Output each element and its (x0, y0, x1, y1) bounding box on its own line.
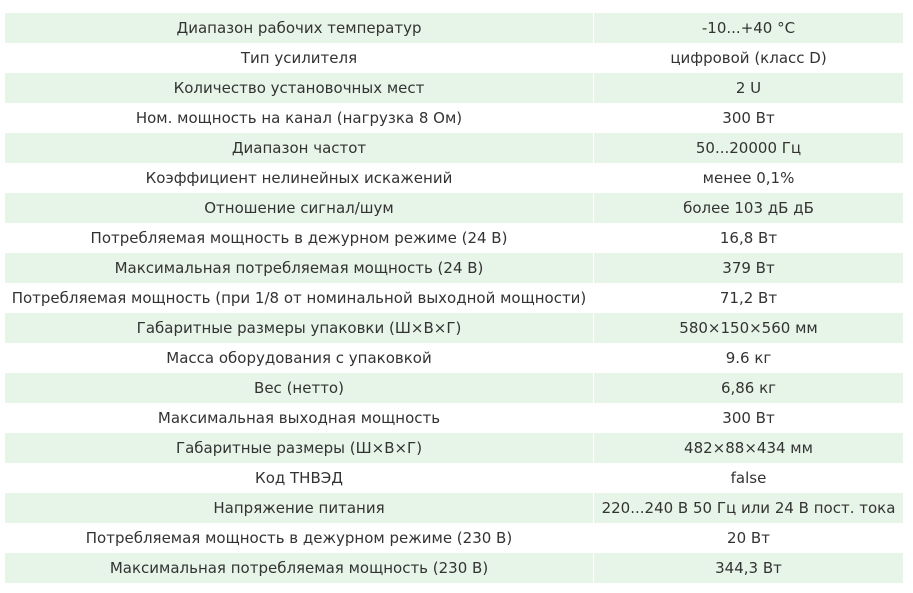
spec-label: Тип усилителя (5, 43, 594, 73)
spec-row-frequency-range (5, 133, 903, 163)
spec-label: Максимальная потребляемая мощность (24 В) (5, 253, 594, 283)
spec-value: 20 Вт (594, 523, 904, 553)
spec-row-dimensions (5, 433, 903, 463)
spec-row-thd (5, 163, 903, 193)
spec-label: Потребляемая мощность в дежурном режиме (230 В) (5, 523, 594, 553)
spec-row-max-consumption-24v (5, 253, 903, 283)
spec-value: цифровой (класс D) (594, 43, 904, 73)
spec-value: 2 U (594, 73, 904, 103)
spec-value: 6,86 кг (594, 373, 904, 403)
spec-label: Ном. мощность на канал (нагрузка 8 Ом) (5, 103, 594, 133)
spec-value: 379 Вт (594, 253, 904, 283)
spec-label: Габаритные размеры упаковки (Ш×В×Г) (5, 313, 594, 343)
spec-label: Напряжение питания (5, 493, 594, 523)
spec-table-body (5, 13, 903, 583)
spec-value: 16,8 Вт (594, 223, 904, 253)
spec-label: Вес (нетто) (5, 373, 594, 403)
spec-label: Отношение сигнал/шум (5, 193, 594, 223)
spec-label: Масса оборудования с упаковкой (5, 343, 594, 373)
spec-row-amplifier-type (5, 43, 903, 73)
spec-value: 220...240 В 50 Гц или 24 В пост. тока (594, 493, 904, 523)
spec-row-max-output-power (5, 403, 903, 433)
spec-row-standby-power-230v (5, 523, 903, 553)
spec-row-standby-power-24v (5, 223, 903, 253)
spec-label: Максимальная выходная мощность (5, 403, 594, 433)
spec-row-net-weight (5, 373, 903, 403)
spec-value: 344,3 Вт (594, 553, 904, 583)
spec-value: 9.6 кг (594, 343, 904, 373)
spec-value: менее 0,1% (594, 163, 904, 193)
spec-label: Максимальная потребляемая мощность (230 В) (5, 553, 594, 583)
spec-row-supply-voltage (5, 493, 903, 523)
spec-label: Потребляемая мощность в дежурном режиме (24 В) (5, 223, 594, 253)
spec-row-rated-power-per-channel (5, 103, 903, 133)
spec-row-rack-units (5, 73, 903, 103)
spec-value: 300 Вт (594, 103, 904, 133)
spec-label: Потребляемая мощность (при 1/8 от номинальной выходной мощности) (5, 283, 594, 313)
spec-label: Диапазон частот (5, 133, 594, 163)
spec-row-operating-temperature (5, 13, 903, 43)
spec-value: 71,2 Вт (594, 283, 904, 313)
spec-value: -10...+40 °C (594, 13, 904, 43)
spec-row-gross-weight (5, 343, 903, 373)
spec-label: Код ТНВЭД (5, 463, 594, 493)
spec-table (5, 13, 903, 583)
spec-value: 300 Вт (594, 403, 904, 433)
spec-row-tnved-code (5, 463, 903, 493)
spec-value: 580×150×560 мм (594, 313, 904, 343)
spec-value: 50...20000 Гц (594, 133, 904, 163)
spec-value: 482×88×434 мм (594, 433, 904, 463)
spec-row-max-consumption-230v (5, 553, 903, 583)
spec-row-snr (5, 193, 903, 223)
spec-label: Диапазон рабочих температур (5, 13, 594, 43)
spec-value: false (594, 463, 904, 493)
spec-label: Габаритные размеры (Ш×В×Г) (5, 433, 594, 463)
spec-row-package-dimensions (5, 313, 903, 343)
spec-label: Коэффициент нелинейных искажений (5, 163, 594, 193)
spec-label: Количество установочных мест (5, 73, 594, 103)
spec-value: более 103 дБ дБ (594, 193, 904, 223)
spec-row-consumption-eighth-power (5, 283, 903, 313)
